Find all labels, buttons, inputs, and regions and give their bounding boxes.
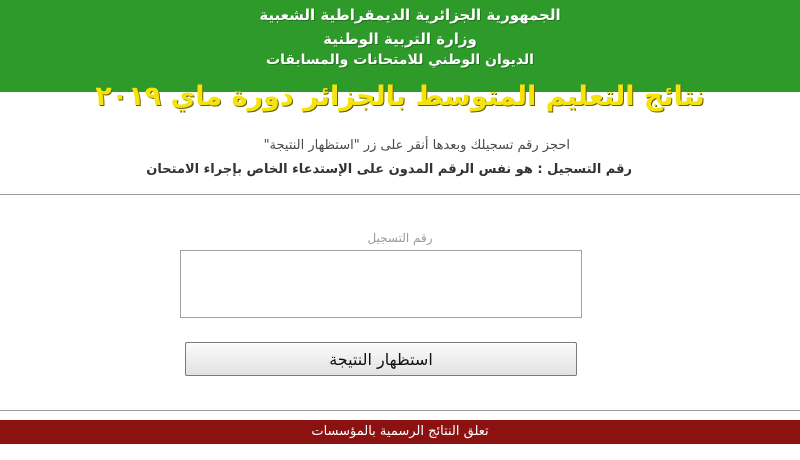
header-office-title: الديوان الوطني للامتحانات والمسابقات — [266, 52, 534, 68]
instruction-registration-note: رقم التسجيل : هو نفس الرقم المدون على الإستدعاء الخاص بإجراء الامتحان — [146, 162, 632, 177]
results-banner-title: نتائج التعليم المتوسط بالجزائر دورة ماي ٢٠١٩ — [95, 81, 705, 112]
header-republic-title: الجمهورية الجزائرية الديمقراطية الشعبية — [259, 6, 561, 24]
divider-bottom — [0, 410, 800, 411]
footer-notice: تعلق النتائج الرسمية بالمؤسسات — [0, 420, 800, 444]
divider-top — [0, 194, 800, 195]
header-ministry-title: وزارة التربية الوطنية — [323, 30, 477, 48]
show-result-button[interactable]: استظهار النتيجة — [185, 342, 577, 376]
instruction-enter-number: احجز رقم تسجيلك وبعدها أنقر على زر "استظهار النتيجة" — [263, 138, 570, 153]
registration-number-label: رقم التسجيل — [367, 231, 433, 245]
registration-number-input[interactable] — [180, 250, 582, 318]
